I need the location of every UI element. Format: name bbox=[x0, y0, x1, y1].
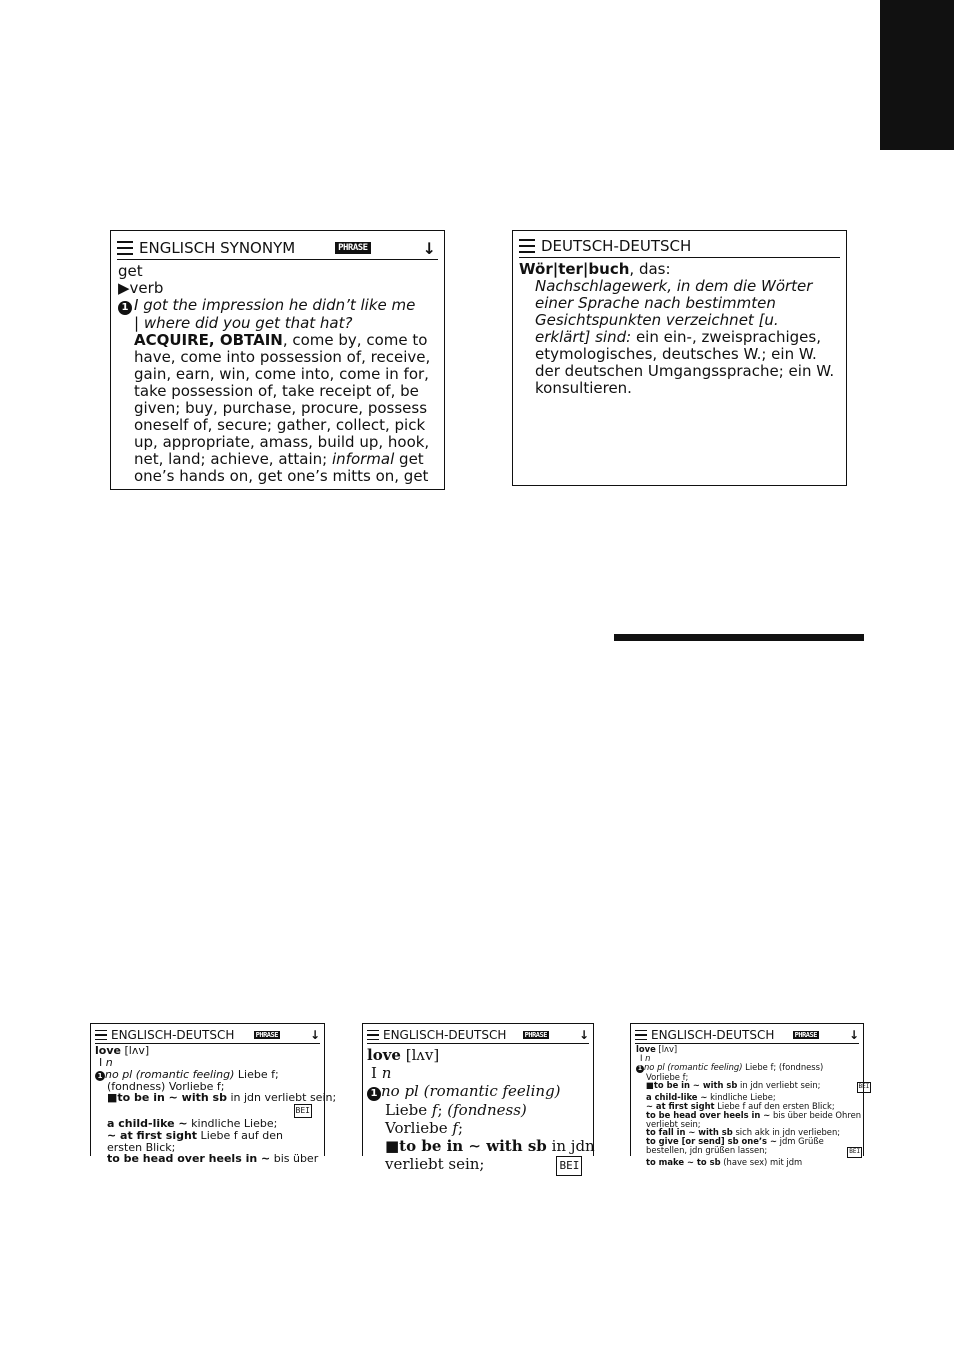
headword: get bbox=[118, 262, 143, 280]
headword: Wör|ter|buch, das: bbox=[519, 260, 671, 278]
dictionary-lines-icon bbox=[117, 241, 133, 255]
entry-body bbox=[631, 1044, 870, 1167]
example-tag[interactable]: BEI bbox=[847, 1147, 862, 1158]
screen-header bbox=[635, 1027, 859, 1044]
dictionary-lines-icon bbox=[95, 1030, 107, 1040]
entry-body bbox=[91, 1044, 337, 1166]
headword: love [lʌv] bbox=[367, 1046, 440, 1064]
english-german-screen-normal bbox=[90, 1023, 337, 1166]
screen-header bbox=[367, 1027, 589, 1044]
synonym-line: one’s hands on, get one’s mitts on, get bbox=[134, 467, 429, 485]
sense-line: Liebe f; (fondness) bbox=[385, 1101, 527, 1119]
phrase-line: verliebt sein; bbox=[646, 1118, 701, 1129]
scroll-down-arrow-icon[interactable]: ↓ bbox=[422, 238, 436, 258]
dictionary-lines-icon bbox=[367, 1030, 379, 1040]
example-tag[interactable]: BEI bbox=[294, 1104, 312, 1118]
scroll-down-arrow-icon[interactable]: ↓ bbox=[309, 1028, 320, 1042]
dictionary-title: ENGLISCH-DEUTSCH bbox=[651, 1028, 775, 1042]
headword: love [lʌv] bbox=[636, 1044, 678, 1054]
definition-line: erklärt] sind: ein ein-, zweisprachiges, bbox=[535, 328, 821, 346]
sense-number-icon: 1 bbox=[95, 1071, 105, 1081]
sense-line: Vorliebe f; bbox=[646, 1071, 689, 1082]
phrase-badge[interactable]: PHRASE bbox=[524, 1031, 547, 1039]
triangle-marker-icon: ▶ bbox=[118, 279, 130, 297]
phrase-line: a child-like ∼ kindliche Liebe; bbox=[107, 1116, 278, 1130]
scroll-down-arrow-icon[interactable]: ↓ bbox=[578, 1028, 589, 1042]
synonym-screen bbox=[110, 230, 445, 490]
phrase-line: ersten Blick; bbox=[107, 1140, 176, 1154]
phrase-line: to be head over heels in ∼ bis über beide Ohren bbox=[646, 1109, 862, 1120]
sense-number-icon: 1 bbox=[118, 301, 132, 315]
synonym-line: up, appropriate, amass, build up, hook, bbox=[134, 433, 430, 451]
phrase-line: to fall in ∼ with sb sich akk in jdn verlieben; bbox=[646, 1127, 841, 1138]
section-edge-tab bbox=[880, 0, 954, 150]
part-of-speech: ▶verb bbox=[118, 279, 164, 297]
definition-line: etymologisches, deutsches W.; ein W. bbox=[535, 345, 817, 363]
sense-number-icon: 1 bbox=[637, 1064, 643, 1072]
screen-header bbox=[95, 1027, 320, 1044]
entry-body bbox=[513, 258, 846, 397]
scroll-down-arrow-icon[interactable]: ↓ bbox=[848, 1028, 859, 1042]
phrase-line: ∼ at first sight Liebe f auf den ersten Blick; bbox=[646, 1100, 835, 1111]
roman-numeral: I n bbox=[640, 1052, 651, 1063]
synonym-line: net, land; achieve, attain; informal get bbox=[134, 450, 424, 468]
english-german-screen-large bbox=[362, 1023, 595, 1173]
definition-line: der deutschen Umgangssprache; ein W. bbox=[535, 362, 835, 380]
example-tag[interactable]: BEI bbox=[556, 1156, 582, 1176]
screen-header bbox=[117, 237, 438, 260]
phrase-line: to be head over heels in ∼ bis über bbox=[107, 1152, 319, 1166]
dictionary-lines-icon bbox=[519, 239, 535, 253]
german-dictionary-screen bbox=[512, 230, 847, 486]
example-tag-line bbox=[95, 1104, 324, 1118]
definition-line: konsultieren. bbox=[535, 379, 632, 397]
phrase-line: ∼ at first sight Liebe f auf den bbox=[107, 1128, 283, 1142]
phrase-line: ■to be in ∼ with sb in jdn verliebt sein; BEI bbox=[636, 1081, 863, 1093]
synonym-line: have, come into possession of, receive, bbox=[134, 348, 431, 366]
phrase-line: ■to be in ∼ with sb in jdn bbox=[385, 1137, 595, 1155]
sense-line: 1 no pl (romantic feeling) Liebe f; bbox=[95, 1069, 324, 1081]
synonym-line: take possession of, take receipt of, be bbox=[134, 382, 419, 400]
definition-line: Gesichtspunkten verzeichnet [u. bbox=[535, 311, 779, 329]
phrase-badge[interactable]: PHRASE bbox=[335, 242, 371, 254]
phrase-badge[interactable]: PHRASE bbox=[794, 1031, 817, 1039]
example-line: | where did you get that hat? bbox=[134, 314, 353, 332]
definition-line: einer Sprache nach bestimmten bbox=[535, 294, 776, 312]
sense-line: 1 no pl (romantic feeling) Liebe f; (fondness) bbox=[637, 1061, 824, 1072]
phrase-badge[interactable]: PHRASE bbox=[255, 1031, 278, 1039]
definition-line: Nachschlagewerk, in dem die Wörter bbox=[535, 277, 813, 295]
dictionary-title: ENGLISCH-DEUTSCH bbox=[111, 1028, 235, 1042]
example-tag[interactable]: BEI bbox=[857, 1082, 872, 1093]
phrase-line: ■to be in ∼ with sb in jdn verliebt sein; bbox=[107, 1091, 337, 1105]
example-line: 1 I got the impression he didn’t like me bbox=[118, 297, 444, 315]
phrase-line: to give [or send] sb one’s ∼ jdm Grüße bbox=[646, 1136, 824, 1147]
english-german-screen-small bbox=[630, 1023, 870, 1167]
sense-line: Vorliebe f; bbox=[385, 1119, 464, 1137]
dictionary-title: ENGLISCH SYNONYM bbox=[139, 239, 296, 257]
sense-line: (fondness) Vorliebe f; bbox=[107, 1079, 225, 1093]
dictionary-title: DEUTSCH-DEUTSCH bbox=[541, 237, 692, 255]
phrase-line: a child-like ∼ kindliche Liebe; bbox=[646, 1092, 776, 1103]
entry-body bbox=[111, 260, 444, 485]
headword: love [lʌv] bbox=[95, 1044, 150, 1057]
roman-numeral: I n bbox=[99, 1055, 113, 1069]
sense-line: 1 no pl (romantic feeling) bbox=[367, 1082, 593, 1101]
synonym-line: gain, earn, win, come into, come in for, bbox=[134, 365, 429, 383]
roman-numeral: I n bbox=[371, 1064, 392, 1082]
phrase-line: bestellen, jdn grüßen lassen; BEI bbox=[636, 1146, 863, 1158]
phrase-line: to make ∼ to sb (have sex) mit jdm bbox=[646, 1156, 803, 1167]
dictionary-title: ENGLISCH-DEUTSCH bbox=[383, 1028, 507, 1042]
synonym-line: given; buy, purchase, procure, possess bbox=[134, 399, 428, 417]
entry-body bbox=[363, 1044, 593, 1176]
synonym-line: ACQUIRE, OBTAIN, come by, come to bbox=[134, 331, 428, 349]
synonym-line: oneself of, secure; gather, collect, pick bbox=[134, 416, 426, 434]
dictionary-lines-icon bbox=[635, 1030, 647, 1040]
phrase-line: verliebt sein; BEI bbox=[367, 1155, 593, 1176]
screen-header bbox=[519, 235, 840, 258]
sense-number-icon: 1 bbox=[367, 1087, 381, 1101]
section-divider-bar bbox=[614, 634, 864, 641]
